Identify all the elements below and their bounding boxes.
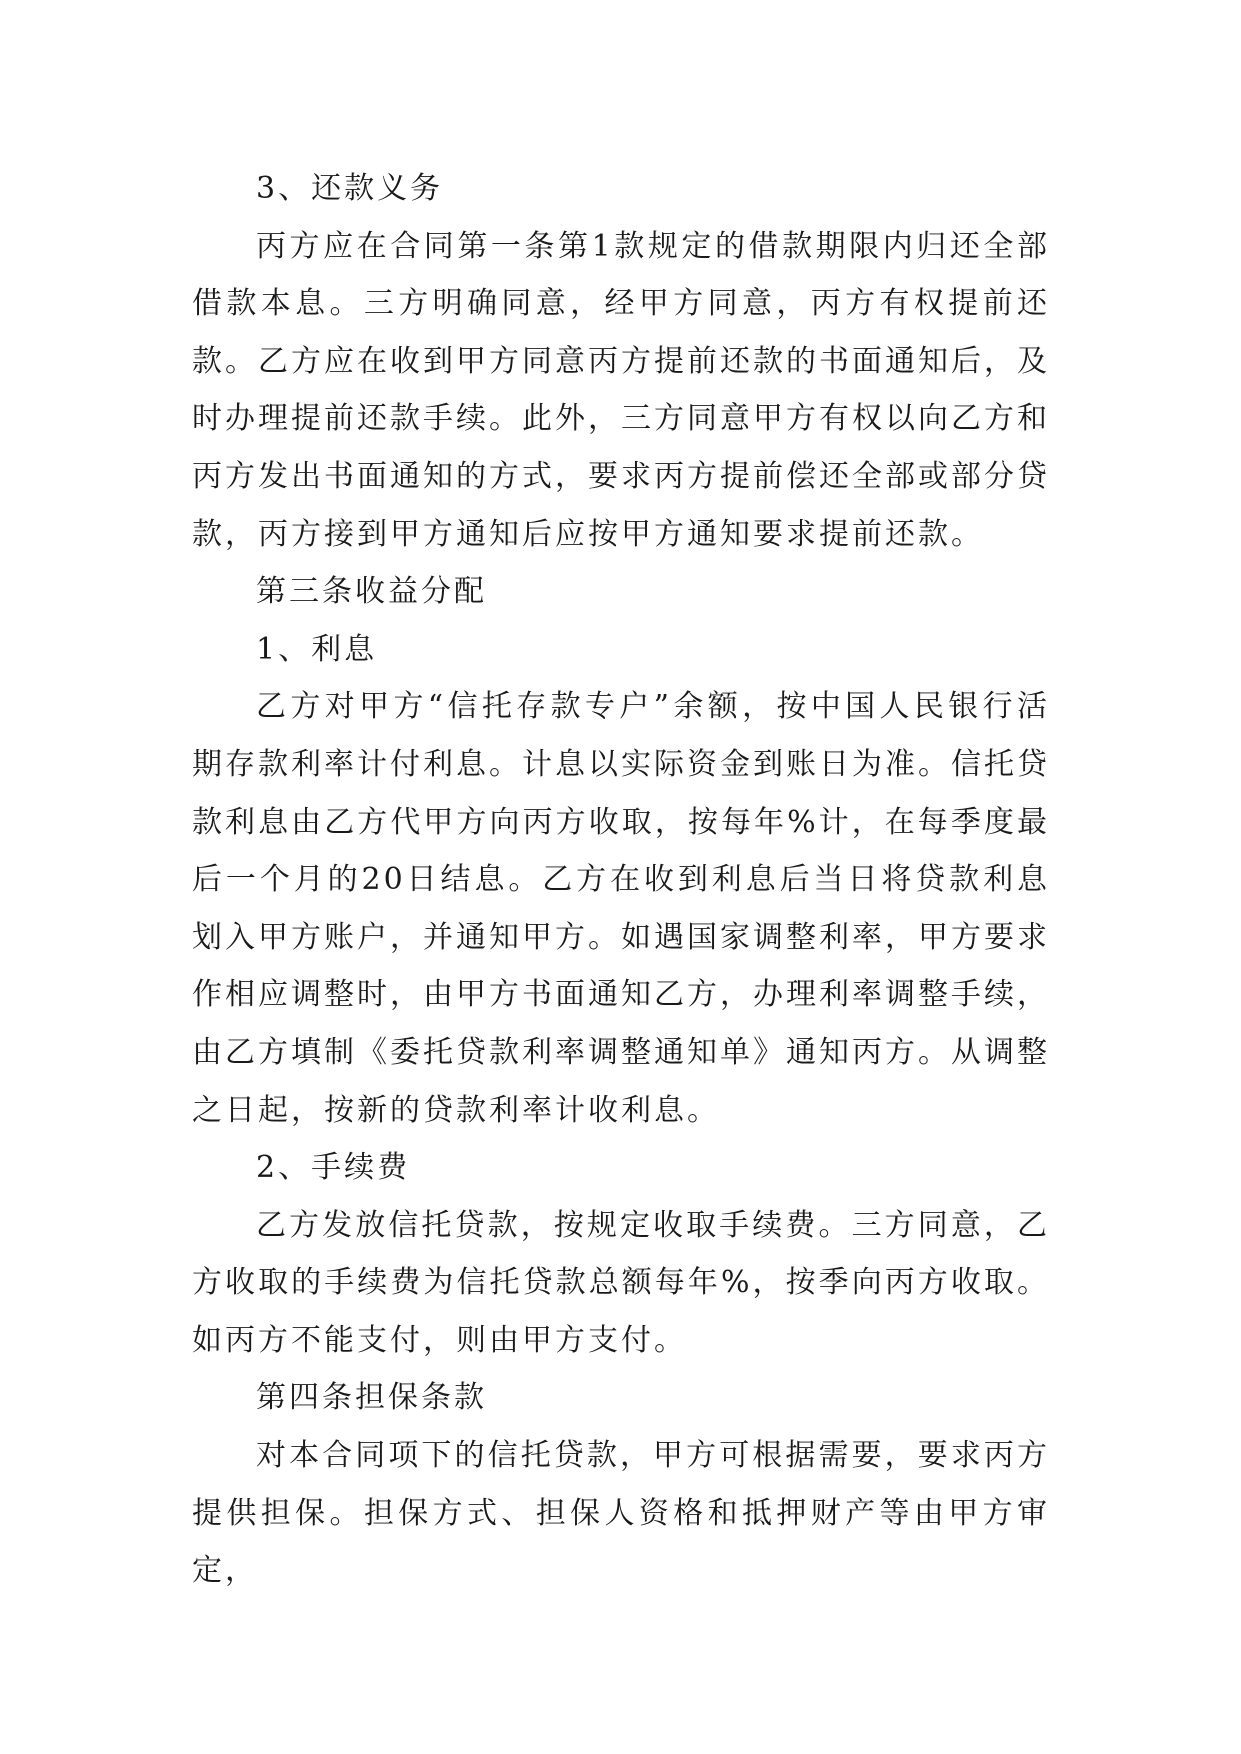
section-heading-repayment: 3、还款义务: [256, 171, 444, 206]
article-heading-income-distribution: 第三条收益分配: [256, 574, 487, 610]
paragraph-repayment-obligation: 丙方应在合同第一条第1款规定的借款期限内归还全部借款本息。三方明确同意，经甲方同意，丙方有权提前还款。乙方应在收到甲方同意丙方提前还款的书面通知后，及时办理提前还款手续。此外，三方同意甲方有权以向乙方和丙方发出书面通知的方式，要求丙方提前偿还全部或部分贷款，丙方接到甲方通知后应按甲方通知要求提前还款。: [192, 228, 1050, 552]
document-body: [192, 160, 1050, 1600]
paragraph-fees: 乙方发放信托贷款，按规定收取手续费。三方同意，乙方收取的手续费为信托贷款总额每年%，按季向丙方收取。如丙方不能支付，则由甲方支付。: [192, 1207, 1050, 1358]
section-heading-fees: 2、手续费: [256, 1150, 411, 1186]
paragraph-guarantee: 对本合同项下的信托贷款，甲方可根据需要，要求丙方提供担保。担保方式、担保人资格和抵押财产等由甲方审定，: [192, 1438, 1050, 1589]
article-heading-guarantee: 第四条担保条款: [256, 1380, 487, 1416]
section-heading-interest: 1、利息: [256, 631, 378, 667]
paragraph-interest: 乙方对甲方“信托存款专户”余额，按中国人民银行活期存款利率计付利息。计息以实际资金到账日为准。信托贷款利息由乙方代甲方向丙方收取，按每年%计，在每季度最后一个月的20日结息。乙方在收到利息后当日将贷款利息划入甲方账户，并通知甲方。如遇国家调整利率，甲方要求作相应调整时，由甲方书面通知乙方，办理利率调整手续，由乙方填制《委托贷款利率调整通知单》通知丙方。从调整之日起，按新的贷款利率计收利息。: [192, 689, 1050, 1128]
